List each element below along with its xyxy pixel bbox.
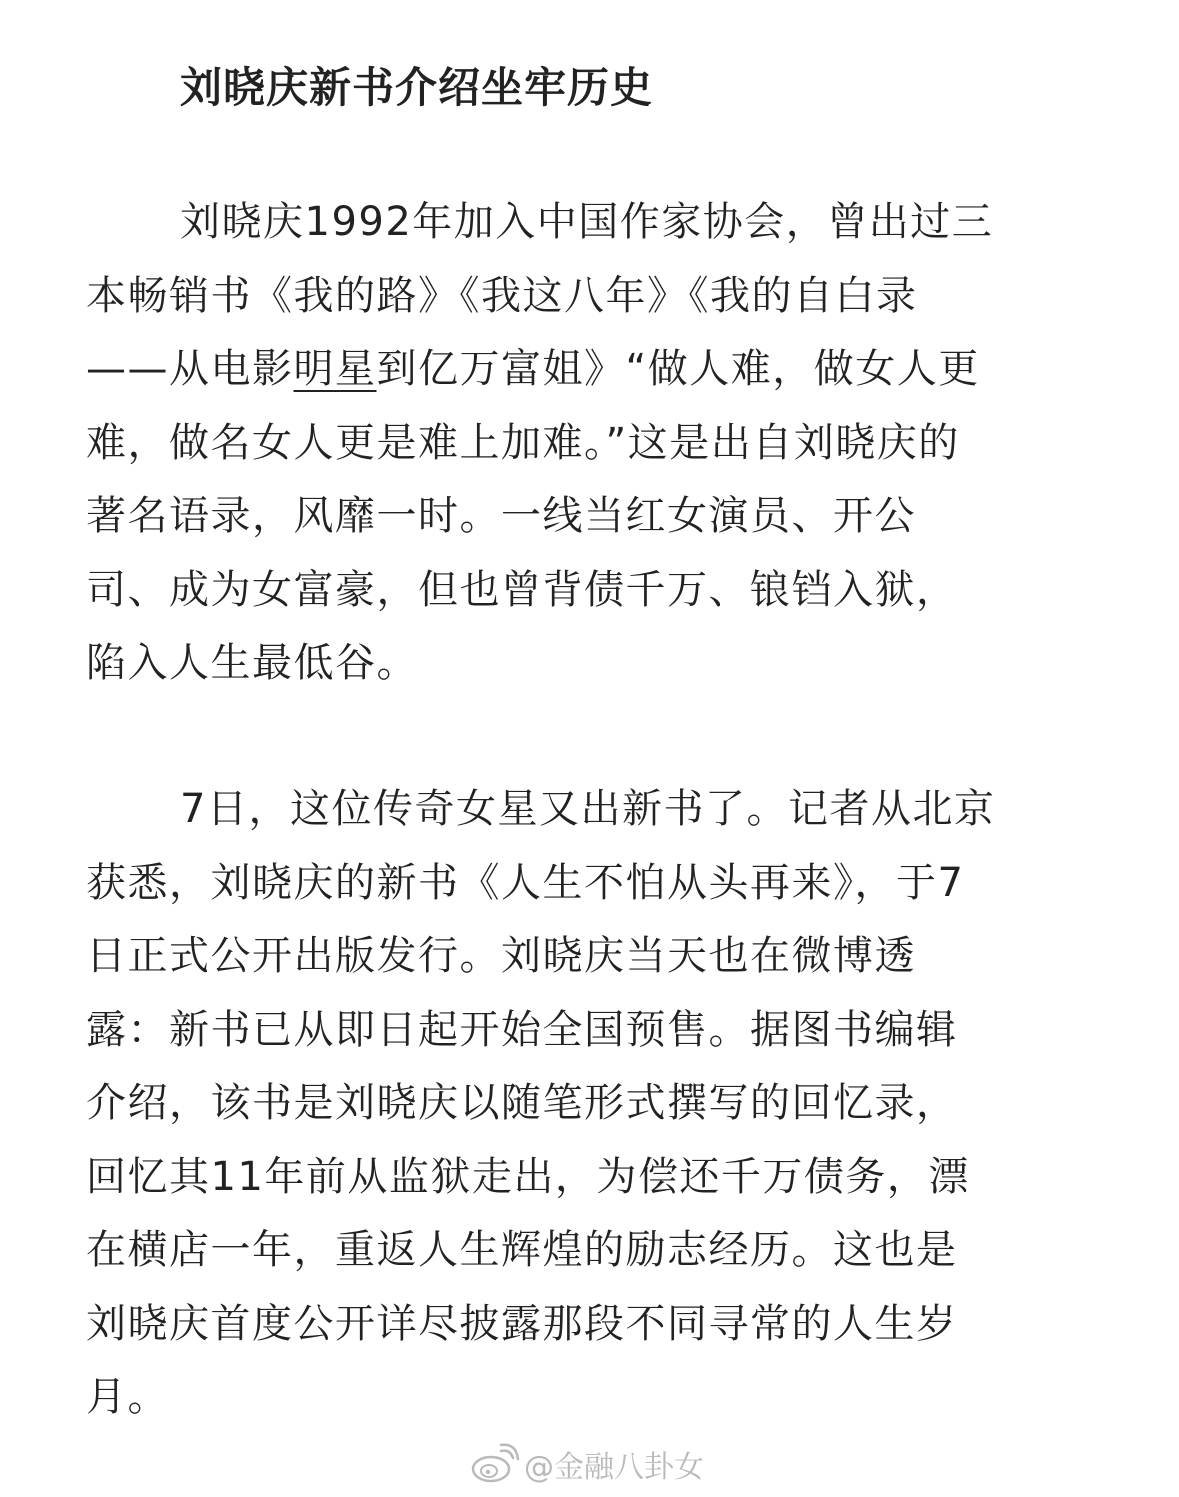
paragraph-line: 著名语录，风靡一时。一线当红女演员、开公 xyxy=(86,493,916,539)
paragraph-line: 露：新书已从即日起开始全国预售。据图书编辑 xyxy=(86,1006,958,1053)
paragraph-line: 7日，这位传奇女星又出新书了。记者从北京 xyxy=(180,786,996,832)
watermark-text: @金融八卦女 xyxy=(524,1450,704,1485)
paragraph-line: 陷入人生最低谷。 xyxy=(86,640,418,686)
paragraph-line: 刘晓庆首度公开详尽披露那段不同寻常的人生岁 xyxy=(86,1300,958,1347)
line-segment: 到亿万富姐》“做人难，做女人更 xyxy=(376,346,980,392)
watermark xyxy=(470,1442,704,1486)
weibo-icon xyxy=(470,1443,520,1485)
paragraph-line: 回忆其11年前从监狱走出，为偿还千万债务，漂 xyxy=(86,1153,970,1200)
paragraph-line: 刘晓庆1992年加入中国作家协会，曾出过三 xyxy=(180,199,994,245)
paragraph-line: 日正式公开出版发行。刘晓庆当天也在微博透 xyxy=(86,933,916,979)
paragraph-line: 获悉，刘晓庆的新书《人生不怕从头再来》，于7 xyxy=(86,859,965,906)
paragraph-line xyxy=(86,333,1096,407)
underlined-text: 明星 xyxy=(293,346,377,392)
paragraph-line: 介绍，该书是刘晓庆以随笔形式撰写的回忆录， xyxy=(86,1080,958,1126)
line-segment: ——从电影 xyxy=(86,346,294,392)
paragraph-line: 难，做名女人更是难上加难。”这是出自刘晓庆的 xyxy=(86,419,960,466)
paragraph-line: 在横店一年，重返人生辉煌的励志经历。这也是 xyxy=(86,1227,958,1273)
paragraph-line: 司、成为女富豪，但也曾背债千万、锒铛入狱， xyxy=(86,566,958,613)
paragraph-2 xyxy=(86,773,1096,1435)
article-title: 刘晓庆新书介绍坐牢历史 xyxy=(180,63,654,112)
paragraph-line: 本畅销书《我的路》《我这八年》《我的自白录 xyxy=(86,272,918,319)
paragraph-1 xyxy=(86,186,1096,701)
paragraph-line: 月。 xyxy=(86,1374,169,1420)
